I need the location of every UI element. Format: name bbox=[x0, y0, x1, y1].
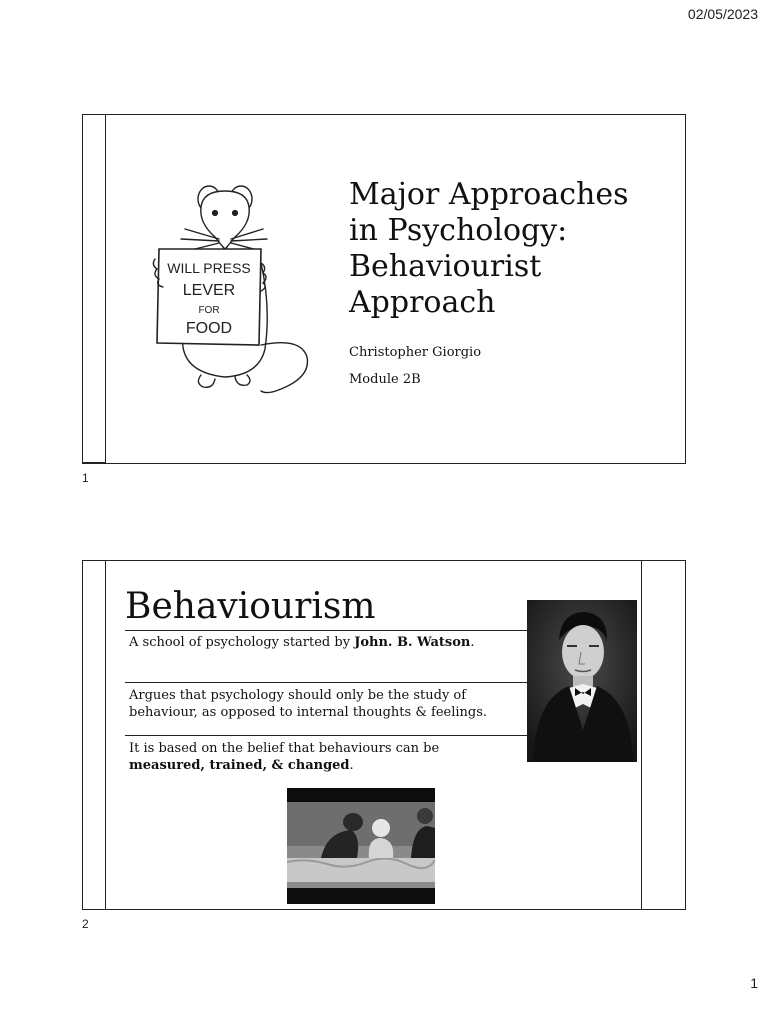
title-line-3: Behaviourist bbox=[349, 249, 542, 284]
point-2 bbox=[129, 687, 525, 721]
point-1-end: . bbox=[470, 635, 475, 650]
rat-holding-sign-illustration bbox=[131, 177, 313, 403]
point-3-bold: measured, trained, & changed bbox=[129, 758, 350, 773]
point-1-text: A school of psychology started by bbox=[129, 635, 355, 650]
divider-3 bbox=[125, 735, 527, 736]
slide-2-margin-line-left bbox=[105, 561, 106, 909]
point-3-end: . bbox=[349, 758, 354, 773]
title-line-2: in Psychology: bbox=[349, 213, 568, 248]
sign-text-line-2: LEVER bbox=[182, 282, 236, 299]
slide-1-margin-line bbox=[105, 115, 106, 463]
slide-2-margin-line-right bbox=[641, 561, 642, 909]
watson-name: John. B. Watson bbox=[354, 635, 471, 650]
module-label: Module 2B bbox=[349, 372, 421, 387]
author-name: Christopher Giorgio bbox=[349, 345, 482, 360]
watson-portrait-photo bbox=[527, 600, 637, 762]
little-albert-experiment-photo bbox=[287, 788, 435, 904]
point-3 bbox=[129, 740, 525, 774]
slide-1-number: 1 bbox=[82, 471, 89, 485]
slide-1-corner-line bbox=[83, 462, 105, 463]
sign-text-line-1: WILL PRESS bbox=[167, 260, 251, 276]
print-date: 02/05/2023 bbox=[687, 6, 758, 22]
divider-2 bbox=[125, 682, 527, 683]
slide-2-title: Behaviourism bbox=[125, 586, 376, 627]
slide-1 bbox=[82, 114, 686, 464]
title-line-4: Approach bbox=[349, 285, 496, 320]
point-2-line-2: behaviour, as opposed to internal thoughts & feelings. bbox=[129, 705, 488, 720]
slide-2 bbox=[82, 560, 686, 910]
divider-1 bbox=[125, 630, 527, 631]
sign-text-line-4: FOOD bbox=[185, 320, 233, 337]
title-line-1: Major Approaches bbox=[349, 177, 629, 212]
sign-text-line-3: FOR bbox=[198, 305, 220, 316]
point-2-line-1: Argues that psychology should only be the study of bbox=[129, 688, 467, 703]
slide-1-title bbox=[349, 177, 679, 321]
point-1 bbox=[129, 634, 525, 651]
slide-2-number: 2 bbox=[82, 917, 89, 931]
document-page-number: 1 bbox=[750, 975, 758, 991]
point-3-line-1: It is based on the belief that behaviours can be bbox=[129, 741, 440, 756]
